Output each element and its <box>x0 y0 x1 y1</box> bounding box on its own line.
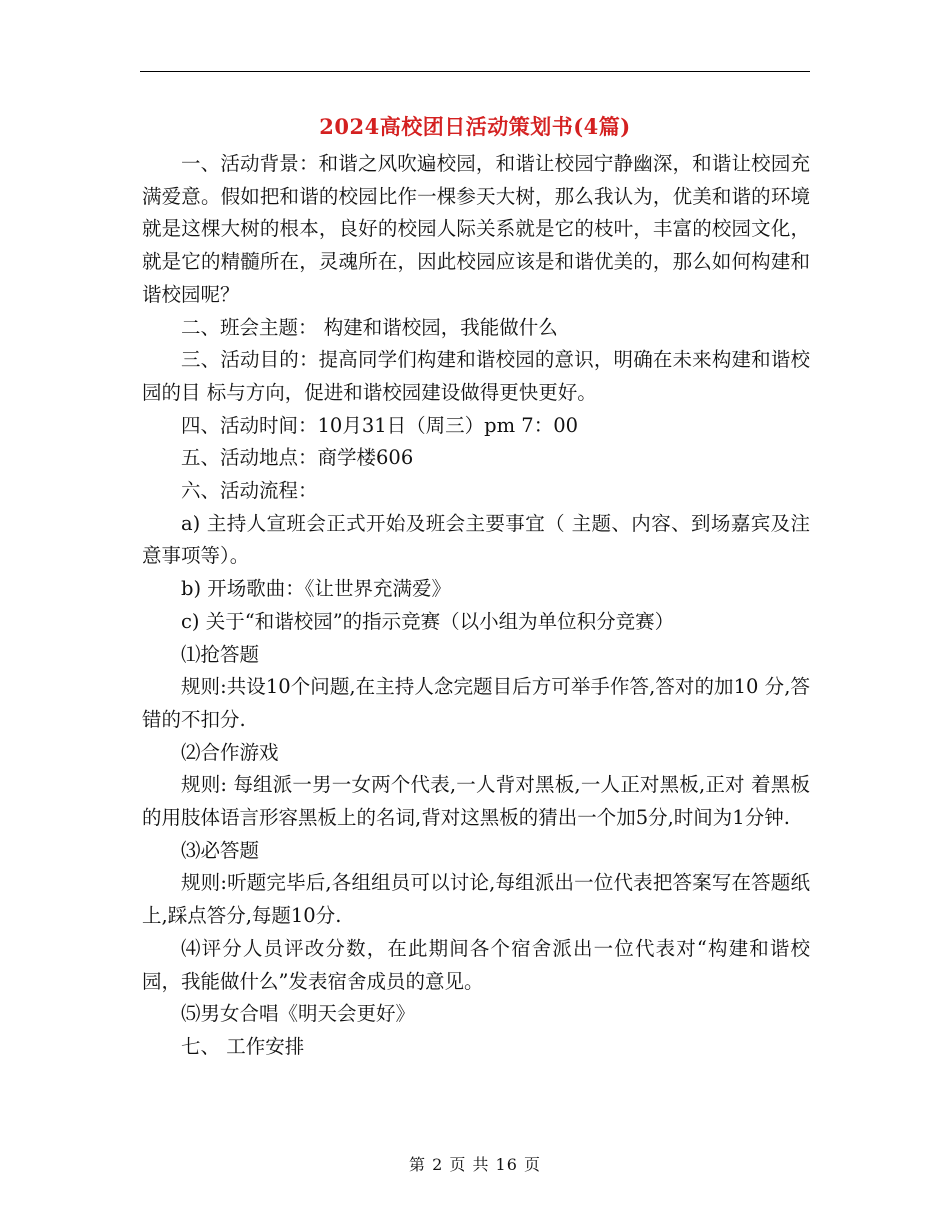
paragraph-step-c: c) 关于“和谐校园”的指示竞赛（以小组为单位积分竞赛） <box>181 609 675 633</box>
paragraph-quiz-3-rules: 规则:听题完毕后,各组组员可以讨论,每组派出一位代表把答案写在答题纸上,踩点答分,每题10分. <box>142 871 810 928</box>
paragraph-theme: 二、班会主题： 构建和谐校园，我能做什么 <box>181 315 558 339</box>
document-title: 2024高校团日活动策划书(4篇) <box>319 114 631 139</box>
paragraph-step-b: b) 开场歌曲：《让世界充满爱》 <box>181 577 452 601</box>
paragraph-purpose: 三、活动目的：提高同学们构建和谐校园的意识，明确在未来构建和谐校园的目 标与方向，促进和谐校园建设做得更快更好。 <box>142 348 810 404</box>
document-body <box>142 148 810 1064</box>
page-number: 第 2 页 共 16 页 <box>409 1155 541 1174</box>
paragraph-time: 四、活动时间：10月31日（周三）pm 7：00 <box>181 413 579 437</box>
header-rule <box>140 71 810 72</box>
paragraph-quiz-2-rules: 规则: 每组派一男一女两个代表,一人背对黑板,一人正对黑板,正对 着黑板的用肢体语言形容黑板上的名词,背对这黑板的猜出一个加5分,时间为1分钟. <box>142 773 810 830</box>
paragraph-work-arrangement: 七、 工作安排 <box>181 1034 305 1058</box>
paragraph-background: 一、活动背景：和谐之风吹遍校园，和谐让校园宁静幽深，和谐让校园充满爱意。假如把和谐的校园比作一棵参天大树，那么我认为，优美和谐的环境就是这棵大树的根本，良好的校园人际关系就是它的枝叶，丰富的校园文化，就是它的精髓所在，灵魂所在，因此校园应该是和谐优美的，那么如何构建和谐校园呢？ <box>142 152 810 306</box>
paragraph-quiz-2: ⑵合作游戏 <box>181 740 279 764</box>
paragraph-step-a: a) 主持人宣班会正式开始及班会主要事宜（ 主题、内容、到场嘉宾及注意事项等）。 <box>142 511 810 568</box>
paragraph-process-heading: 六、活动流程： <box>181 479 318 503</box>
paragraph-chorus: ⑸男女合唱《明天会更好》 <box>181 1002 416 1026</box>
paragraph-location: 五、活动地点：商学楼606 <box>181 446 414 470</box>
paragraph-scoring: ⑷评分人员评改分数，在此期间各个宿舍派出一位代表对“构建和谐校园，我能做什么”发表宿舍成员的意见。 <box>142 936 810 993</box>
paragraph-quiz-1-rules: 规则:共设10个问题,在主持人念完题目后方可举手作答,答对的加10 分,答错的不扣分. <box>142 675 810 731</box>
paragraph-quiz-3: ⑶必答题 <box>181 838 260 862</box>
paragraph-quiz-1: ⑴抢答题 <box>181 642 260 666</box>
